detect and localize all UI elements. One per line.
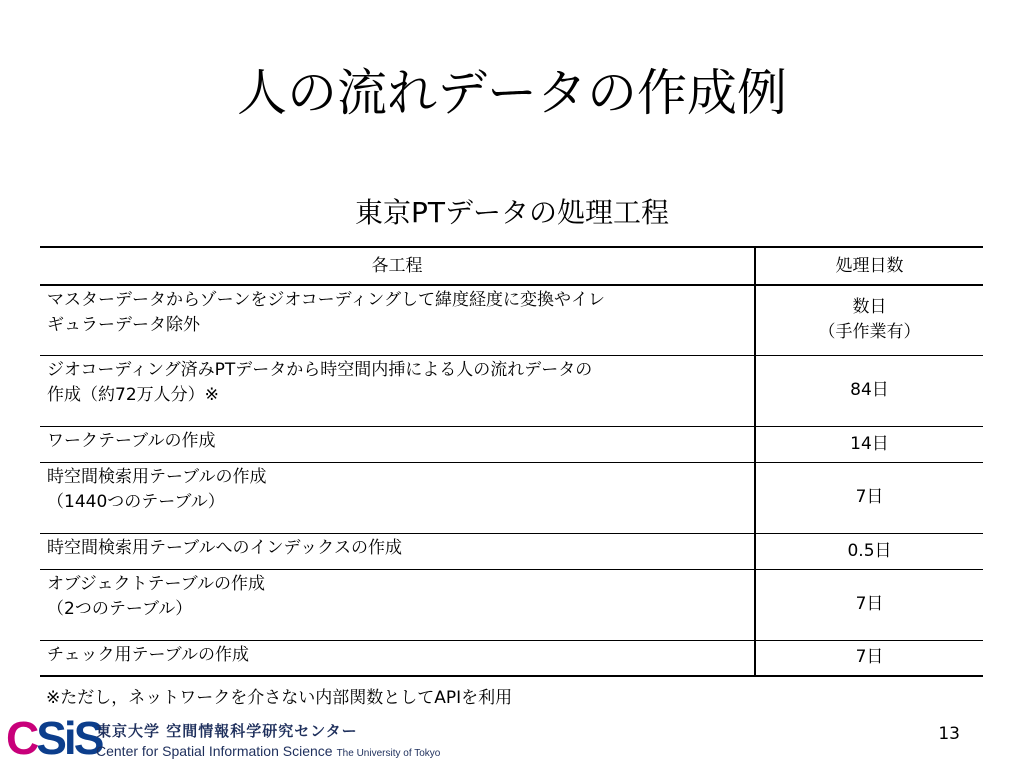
csis-logo-mark xyxy=(6,714,101,762)
days-line: 84日 xyxy=(850,380,889,400)
csis-logo xyxy=(4,712,464,764)
task-line: 作成（約72万人分）※ xyxy=(47,384,219,405)
page-number: 13 xyxy=(938,724,960,744)
task-cell xyxy=(40,285,755,355)
table-row xyxy=(40,640,983,676)
task-line: ジオコーディング済みPTデータから時空間内挿による人の流れデータの xyxy=(47,359,593,380)
slide-title: 人の流れデータの作成例 xyxy=(237,64,787,122)
days-cell xyxy=(755,426,983,462)
header-task: 各工程 xyxy=(40,247,755,285)
days-cell xyxy=(755,640,983,676)
table-row xyxy=(40,569,983,640)
header-days: 処理日数 xyxy=(755,247,983,285)
processing-steps-table xyxy=(40,246,983,677)
days-cell xyxy=(755,533,983,569)
table-row xyxy=(40,462,983,533)
days-cell xyxy=(755,355,983,426)
table-row xyxy=(40,355,983,426)
footnote: ※ただし，ネットワークを介さない内部関数としてAPIを利用 xyxy=(46,688,513,708)
task-cell xyxy=(40,426,755,462)
days-cell xyxy=(755,462,983,533)
task-line: （2つのテーブル） xyxy=(47,598,193,619)
days-line: 数日 xyxy=(852,297,887,318)
table-row xyxy=(40,533,983,569)
task-cell xyxy=(40,355,755,426)
task-cell xyxy=(40,640,755,676)
task-line: 時空間検索用テーブルへのインデックスの作成 xyxy=(47,537,402,558)
task-cell xyxy=(40,462,755,533)
logo-university-name: The University of Tokyo xyxy=(336,748,441,759)
task-line: ワークテーブルの作成 xyxy=(47,430,216,451)
task-cell xyxy=(40,569,755,640)
task-line: ギュラーデータ除外 xyxy=(47,315,200,335)
logo-letter-c: C xyxy=(6,712,37,764)
days-line: 7日 xyxy=(855,647,884,668)
days-line: （手作業有） xyxy=(818,322,921,343)
logo-letters-sis: SiS xyxy=(36,712,102,764)
task-cell xyxy=(40,533,755,569)
task-line: オブジェクトテーブルの作成 xyxy=(47,573,265,594)
task-line: チェック用テーブルの作成 xyxy=(47,644,249,665)
task-line: 時空間検索用テーブルの作成 xyxy=(47,466,267,487)
logo-english-name xyxy=(96,742,440,763)
days-line: 0.5日 xyxy=(847,540,892,561)
days-line: 7日 xyxy=(855,487,884,507)
days-cell xyxy=(755,569,983,640)
table-header-row xyxy=(40,247,983,285)
table-row xyxy=(40,285,983,355)
days-line: 14日 xyxy=(850,433,889,454)
days-cell xyxy=(755,285,983,355)
logo-center-name: Center for Spatial Information Science xyxy=(96,743,333,759)
table-caption: 東京PTデータの処理工程 xyxy=(355,196,669,229)
days-line: 7日 xyxy=(855,594,884,614)
logo-japanese-name: 東京大学 空間情報科学研究センター xyxy=(96,722,358,740)
table-row xyxy=(40,426,983,462)
task-line: （1440つのテーブル） xyxy=(47,491,225,512)
task-line: マスターデータからゾーンをジオコーディングして緯度経度に変換やイレ xyxy=(47,290,605,310)
